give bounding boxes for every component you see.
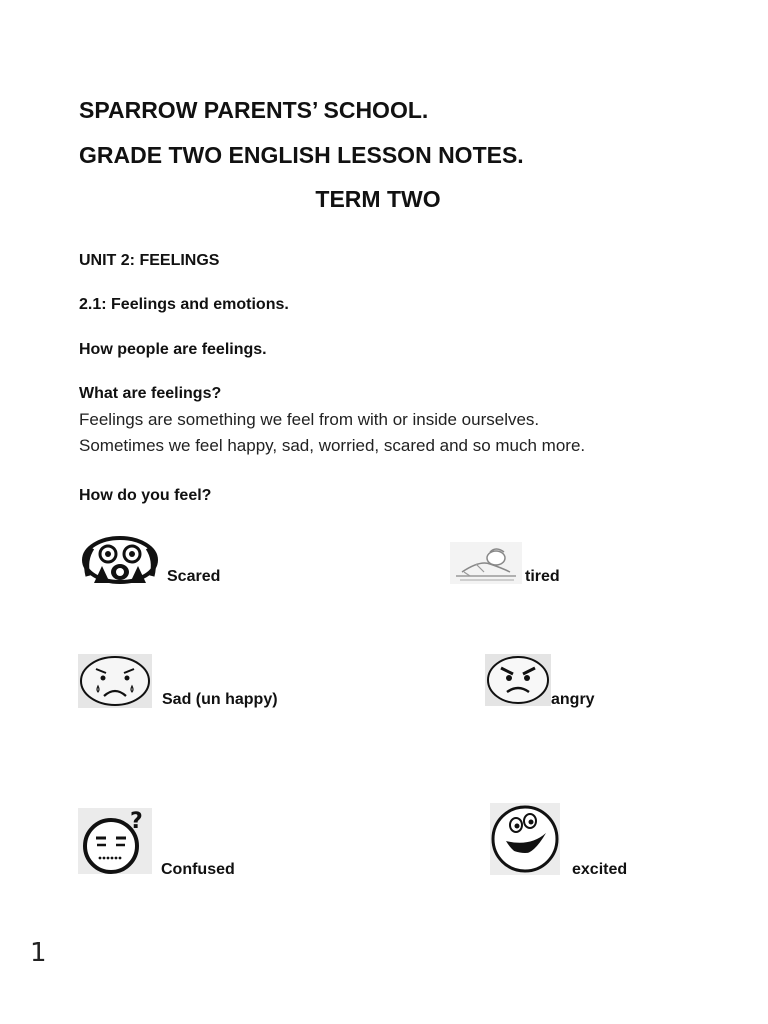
excited-face-icon [490, 803, 560, 875]
feeling-label-angry: angry [551, 691, 595, 708]
definition-text [79, 407, 585, 459]
feeling-label-sad: Sad (un happy) [162, 691, 278, 708]
topic-heading: How people are feelings. [79, 341, 267, 358]
feeling-label-scared: Scared [167, 568, 221, 585]
definition-line: Feelings are something we feel from with or inside ourselves. [79, 410, 540, 429]
confused-face-icon [78, 808, 152, 874]
page-number: 1 [30, 938, 47, 968]
unit-heading: UNIT 2: FEELINGS [79, 252, 220, 269]
definition-line: Sometimes we feel happy, sad, worried, scared and so much more. [79, 436, 586, 455]
school-name: SPARROW PARENTS’ SCHOOL. [79, 97, 429, 123]
angry-face-icon [485, 654, 551, 706]
prompt-heading: How do you feel? [79, 487, 212, 504]
svg-text:?: ? [130, 809, 143, 834]
sad-face-icon [78, 654, 152, 708]
lesson-notes-title: GRADE TWO ENGLISH LESSON NOTES. [79, 142, 524, 168]
section-heading: 2.1: Feelings and emotions. [79, 296, 289, 313]
feeling-label-excited: excited [572, 861, 628, 878]
tired-person-icon [450, 542, 522, 584]
scared-face-icon [80, 536, 160, 584]
feeling-label-tired: tired [525, 568, 560, 585]
question-heading: What are feelings? [79, 385, 222, 402]
feeling-label-confused: Confused [161, 861, 235, 878]
term-title: TERM TWO [315, 186, 441, 212]
